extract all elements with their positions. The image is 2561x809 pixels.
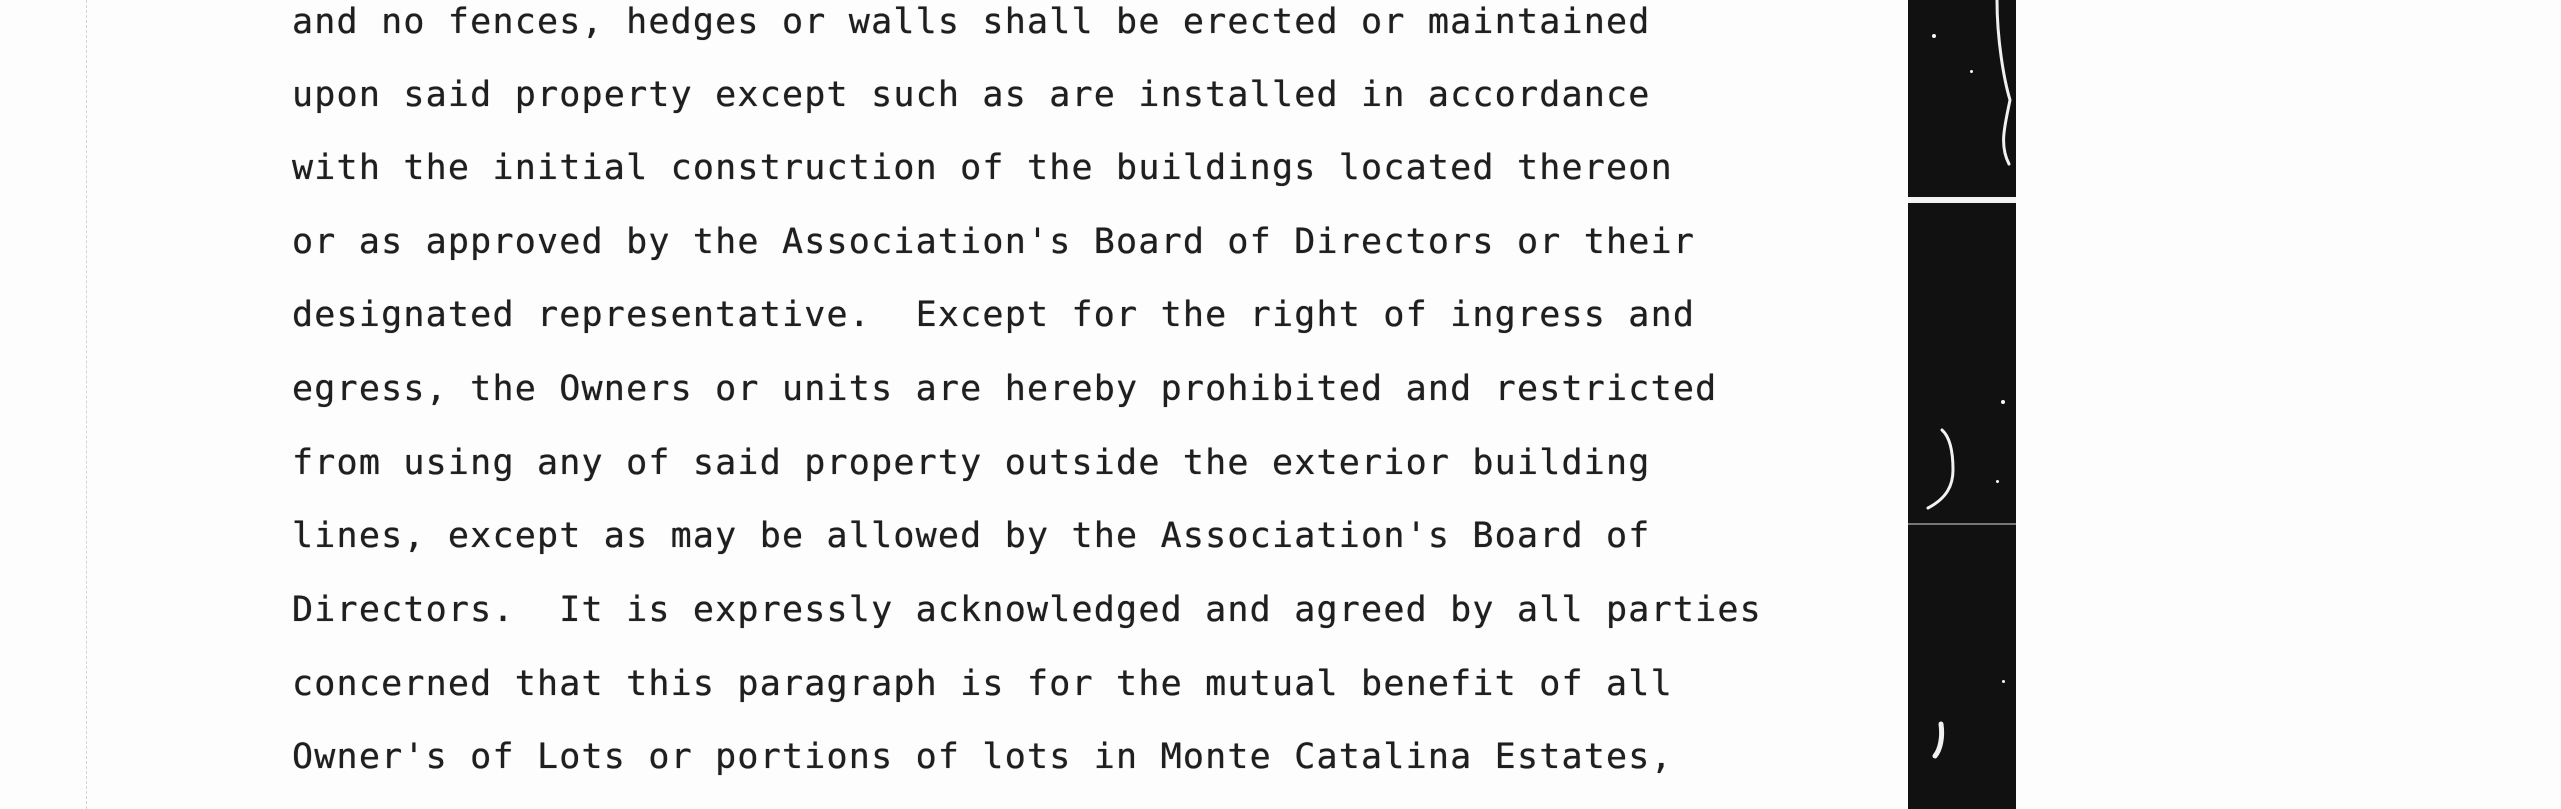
document-line: upon said property except such as are installed in accordance [292,75,1651,115]
document-line: with the initial construction of the buildings located thereon [292,148,1673,188]
document-line: from using any of said property outside the exterior building [292,443,1651,483]
document-line: egress, the Owners or units are hereby prohibited and restricted [292,369,1718,409]
document-line: lines, except as may be allowed by the Association's Board of [292,516,1651,556]
document-line: Directors. It is expressly acknowledged and agreed by all parties [292,590,1762,630]
document-line: concerned that this paragraph is for the mutual benefit of all [292,664,1673,704]
strip-scratch-middle [1928,430,1953,508]
strip-scratch-bottom [1935,724,1942,756]
strip-scratch-top [1997,0,2010,164]
document-text-block [292,0,1762,809]
scanner-edge-strip [1908,0,2016,809]
strip-artifacts [1908,0,2016,809]
document-line: or as approved by the Association's Board of Directors or their [292,222,1696,262]
document-line: and no fences, hedges or walls shall be erected or maintained [292,2,1651,42]
document-line: designated representative. Except for the right of ingress and [292,295,1696,335]
document-line: Owner's of Lots or portions of lots in Monte Catalina Estates, [292,737,1673,777]
left-margin-marks [86,0,95,809]
